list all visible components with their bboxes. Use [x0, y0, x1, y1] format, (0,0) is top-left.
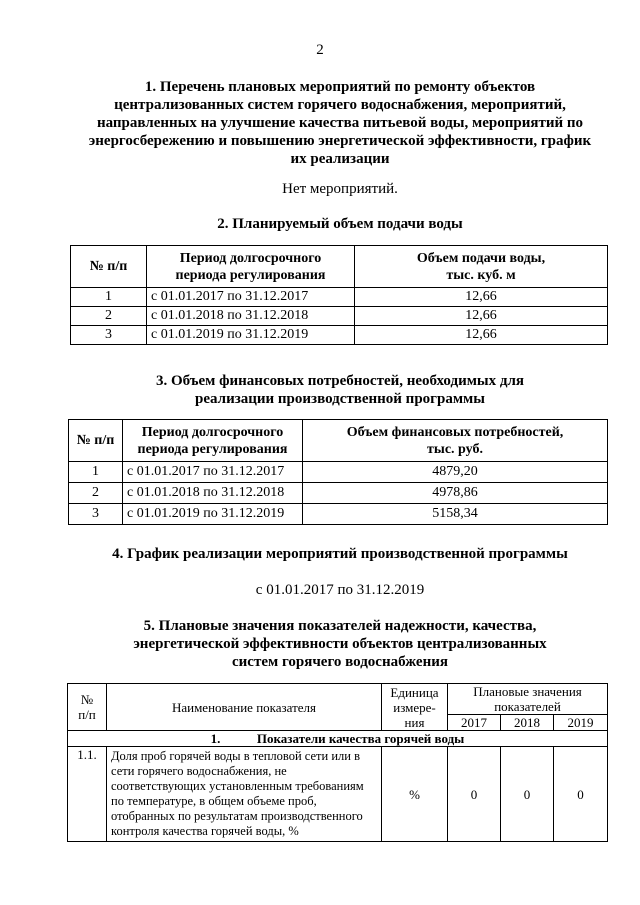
header-line: показателей	[494, 699, 561, 714]
cell-num: 3	[71, 326, 147, 345]
header-line: периода регулирования	[175, 267, 326, 283]
section1-title	[60, 78, 620, 168]
table-header-row	[69, 420, 608, 462]
cell-indicator-name: Доля проб горячей воды в тепловой сети или в сети горячего водоснабжения, не соответствующих установленным требованиям по температуре, в общем объеме проб, отобранных по результатам производственного контроля качества горячей воды, %	[107, 747, 382, 842]
cell-period: с 01.01.2019 по 31.12.2019	[123, 504, 303, 525]
header-year: 2017	[448, 715, 501, 731]
section-row-cell	[68, 731, 608, 747]
header-unit	[382, 684, 448, 731]
header-line: №	[80, 692, 94, 707]
cell-period: с 01.01.2017 по 31.12.2017	[123, 462, 303, 483]
title-line: 3. Объем финансовых потребностей, необходимых для	[155, 373, 525, 389]
cell-value: 12,66	[355, 288, 608, 307]
section-row-label: Показатели качества горячей воды	[256, 731, 465, 746]
water-volume-table	[70, 245, 608, 345]
cell-num: 1.1.	[68, 747, 107, 842]
header-year: 2018	[501, 715, 554, 731]
cell-value: 4978,86	[303, 483, 608, 504]
header-line: Плановые значения	[473, 684, 582, 699]
table-row	[68, 747, 608, 842]
cell-value: 12,66	[355, 307, 608, 326]
header-line: Объем подачи воды,	[416, 250, 546, 266]
header-period	[123, 420, 303, 462]
cell-period: с 01.01.2018 по 31.12.2018	[123, 483, 303, 504]
section2-title: 2. Планируемый объем подачи воды	[217, 216, 463, 232]
section3-title	[60, 372, 620, 408]
section4-title: 4. График реализации мероприятий производственной программы	[112, 546, 568, 562]
cell-value: 5158,34	[303, 504, 608, 525]
header-line: Период долгосрочного	[141, 424, 284, 440]
title-line: энергетической эффективности объектов централизованных	[133, 636, 547, 652]
header-year: 2019	[554, 715, 608, 731]
title-line: 1. Перечень плановых мероприятий по ремонту объектов	[144, 79, 536, 95]
cell-num: 3	[69, 504, 123, 525]
cell-num: 1	[71, 288, 147, 307]
table-row	[69, 483, 608, 504]
cell-num: 1	[69, 462, 123, 483]
cell-value: 12,66	[355, 326, 608, 345]
header-num: № п/п	[71, 246, 147, 288]
cell-value: 0	[554, 747, 608, 842]
header-line: тыс. руб.	[427, 441, 483, 457]
table-row	[71, 307, 608, 326]
cell-period: с 01.01.2018 по 31.12.2018	[147, 307, 355, 326]
header-num	[68, 684, 107, 731]
header-num: № п/п	[69, 420, 123, 462]
table-row	[71, 288, 608, 307]
section-row-num: 1.	[210, 731, 221, 746]
header-period	[147, 246, 355, 288]
title-line: их реализации	[290, 151, 390, 167]
header-line: Объем финансовых потребностей,	[346, 424, 564, 440]
header-line: ния	[404, 714, 425, 730]
header-amount	[303, 420, 608, 462]
title-line: реализации производственной программы	[195, 391, 485, 407]
section4-text: с 01.01.2017 по 31.12.2019	[255, 582, 425, 598]
header-line: тыс. куб. м	[446, 267, 516, 283]
header-line: периода регулирования	[137, 441, 288, 457]
header-line: п/п	[78, 707, 96, 722]
cell-num: 2	[71, 307, 147, 326]
table-row	[69, 504, 608, 525]
section1-text: Нет мероприятий.	[282, 181, 398, 197]
section-row	[68, 731, 608, 747]
indicators-table	[67, 683, 608, 842]
table-header-row	[71, 246, 608, 288]
cell-period: с 01.01.2019 по 31.12.2019	[147, 326, 355, 345]
financial-needs-table	[68, 419, 608, 525]
table-header-row	[68, 684, 608, 715]
cell-period: с 01.01.2017 по 31.12.2017	[147, 288, 355, 307]
cell-value: 0	[501, 747, 554, 842]
page-number: 2	[316, 42, 324, 58]
cell-num: 2	[69, 483, 123, 504]
section5-title	[60, 617, 620, 671]
table-row	[69, 462, 608, 483]
header-volume	[355, 246, 608, 288]
table-row	[71, 326, 608, 345]
title-line: систем горячего водоснабжения	[232, 654, 448, 670]
header-line: Единица	[390, 684, 439, 700]
title-line: централизованных систем горячего водоснабжения, мероприятий,	[114, 97, 566, 113]
cell-value: 0	[448, 747, 501, 842]
cell-unit: %	[382, 747, 448, 842]
header-planned-values	[448, 684, 608, 715]
cell-value: 4879,20	[303, 462, 608, 483]
header-line: Период долгосрочного	[179, 250, 322, 266]
title-line: 5. Плановые значения показателей надежности, качества,	[143, 618, 537, 634]
title-line: направленных на улучшение качества питьевой воды, мероприятий по	[96, 115, 584, 131]
title-line: энергосбережению и повышению энергетической эффективности, график	[88, 133, 592, 149]
header-line: измере-	[393, 699, 436, 715]
header-indicator-name: Наименование показателя	[107, 684, 382, 731]
